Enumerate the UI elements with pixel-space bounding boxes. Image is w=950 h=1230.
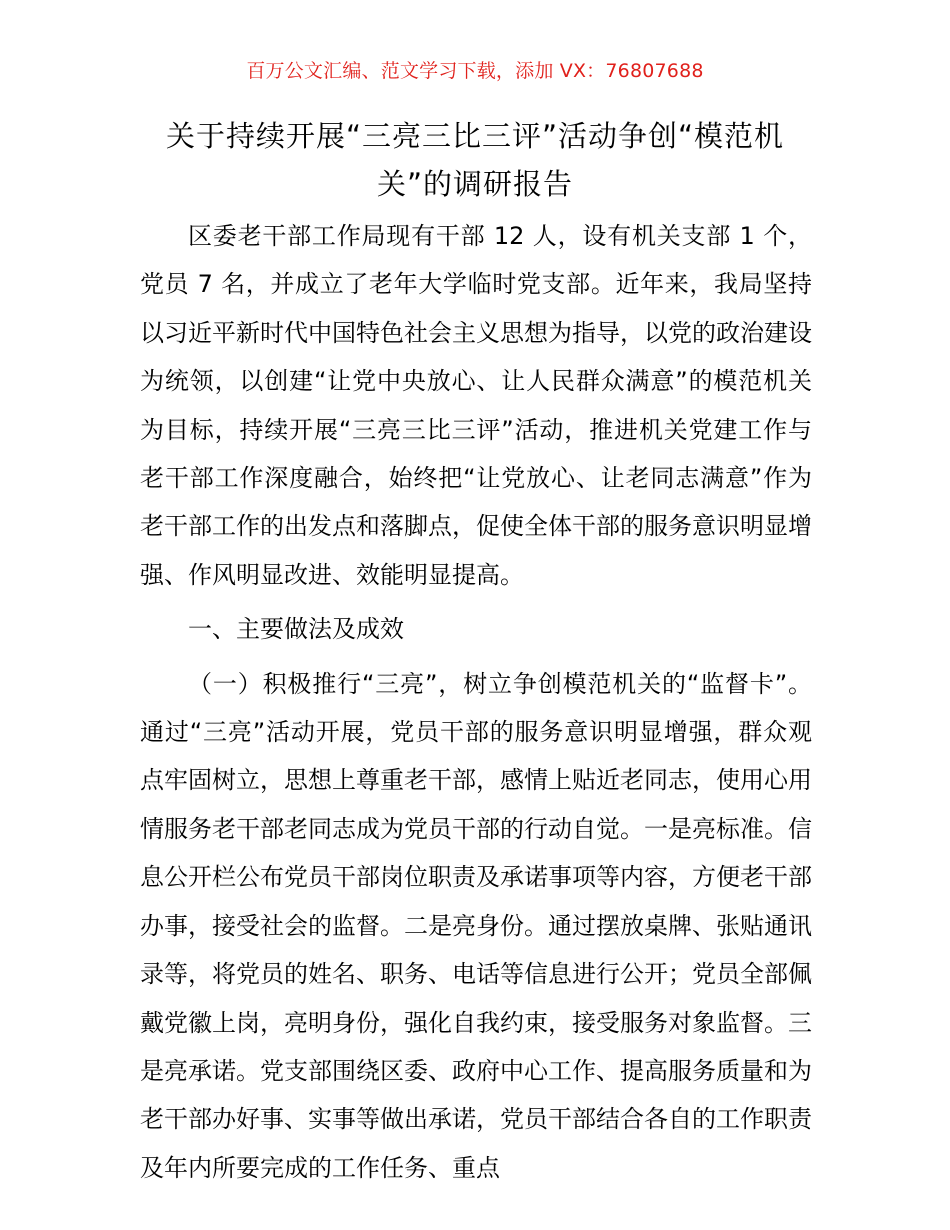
document-title: 关于持续开展“三亮三比三评”活动争创“模范机关”的调研报告	[165, 119, 785, 201]
section-paragraph: （一）积极推行“三亮”，树立争创模范机关的“监督卡”。通过“三亮”活动开展，党员干部的服务意识明显增强，群众观点牢固树立，思想上尊重老干部，感情上贴近老同志，使用心用情服务老干部老同志成为党员干部的行动自觉。一是亮标准。信息公开栏公布党员干部岗位职责及承诺事项等内容，方便老干部办事，接受社会的监督。二是亮身份。通过摆放桌牌、张贴通讯录等，将党员的姓名、职务、电话等信息进行公开；党员全部佩戴党徽上岗，亮明身份，强化自我约束，接受服务对象监督。三是亮承诺。党支部围绕区委、政府中心工作、提高服务质量和为老干部办好事、实事等做出承诺，党员干部结合各自的工作职责及年内所要完成的工作任务、重点	[140, 669, 812, 1182]
intro-paragraph: 区委老干部工作局现有干部 12 人，设有机关支部 1 个，党员 7 名，并成立了老年大学临时党支部。近年来，我局坚持以习近平新时代中国特色社会主义思想为指导，以党的政治建设为统领，以创建“让党中央放心、让人民群众满意”的模范机关为目标，持续开展“三亮三比三评”活动，推进机关党建工作与老干部工作深度融合，始终把“让党放心、让老同志满意”作为老干部工作的出发点和落脚点，促使全体干部的服务意识明显增强、作风明显改进、效能明显提高。	[140, 222, 812, 589]
section-heading: 一、主要做法及成效	[188, 615, 404, 644]
header-watermark-note: 百万公文汇编、范文学习下载，添加 VX：76807688	[246, 60, 704, 82]
document-body	[140, 212, 812, 1192]
